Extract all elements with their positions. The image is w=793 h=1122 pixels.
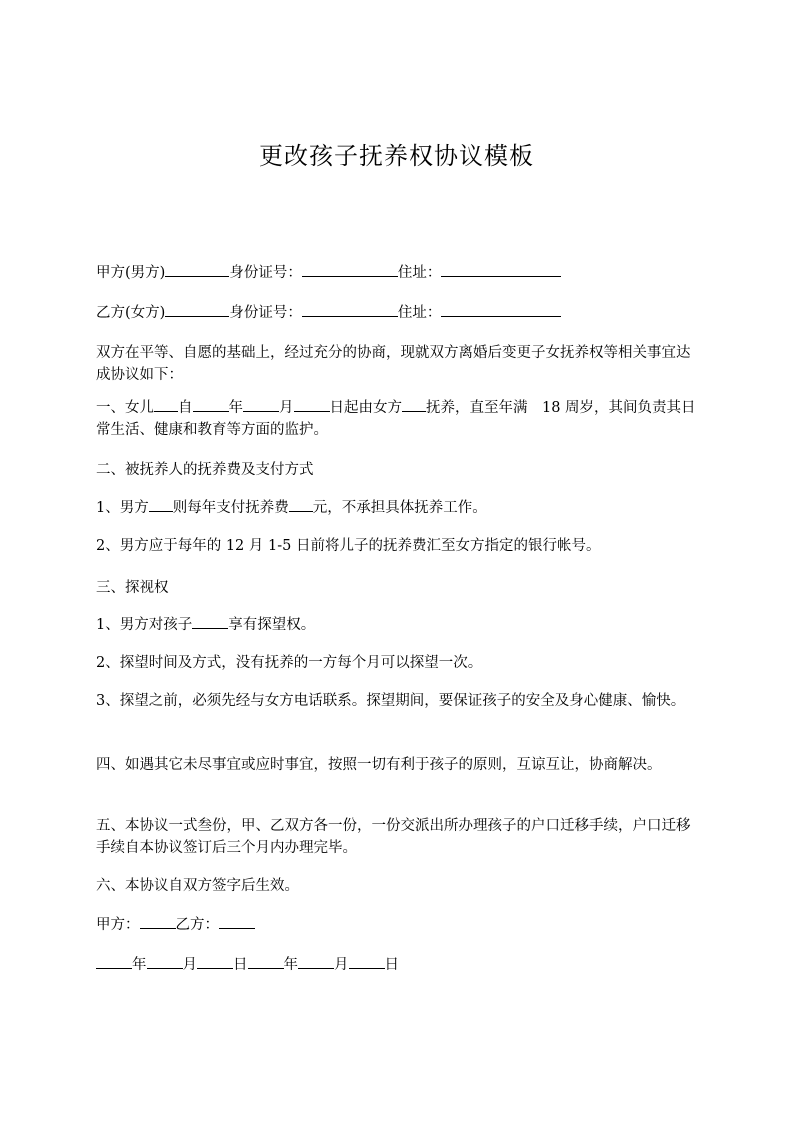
clause-6: 六、本协议自双方签字后生效。	[96, 878, 299, 894]
date-a-year-label: 年	[132, 957, 147, 973]
clause-1-text-6: 抚养，直至年满 18 周岁，其间负责其日常生活、健康和教育等方面的监护。	[96, 400, 696, 438]
start-day-blank[interactable]	[294, 397, 330, 412]
daughter-name-blank[interactable]	[154, 397, 178, 412]
date-a-month-label: 月	[182, 957, 197, 973]
date-b-year-label: 年	[283, 957, 298, 973]
clause-2-1-text-3: 元，不承担具体抚养工作。	[312, 500, 487, 516]
date-line	[96, 954, 399, 975]
party-b-label: 乙方(女方)	[96, 305, 166, 321]
document-title: 更改孩子抚养权协议模板	[259, 142, 534, 170]
clause-2-1	[96, 497, 487, 518]
party-a-address-label: 住址：	[397, 265, 442, 281]
clause-2-heading: 二、被抚养人的抚养费及支付方式	[96, 462, 314, 478]
child-name-blank[interactable]	[192, 614, 228, 629]
party-a-id-blank[interactable]	[302, 262, 398, 277]
clause-1-month: 月	[279, 400, 294, 416]
party-a-label: 甲方(男方)	[96, 265, 166, 281]
clause-2-1-text-1: 1、男方	[96, 500, 149, 516]
party-a-address-blank[interactable]	[441, 262, 561, 277]
date-b-day-label: 日	[384, 957, 399, 973]
signature-line	[96, 914, 255, 935]
signature-a-label: 甲方：	[96, 917, 140, 933]
party-b-address-blank[interactable]	[441, 302, 561, 317]
clause-3-2: 2、探望时间及方式，没有抚养的一方每个月可以探望一次。	[96, 655, 483, 671]
party-b-id-label: 身份证号：	[229, 305, 302, 321]
support-amount-blank[interactable]	[289, 497, 313, 512]
clause-3-3: 3、探望之前，必须先经与女方电话联系。探望期间，要保证孩子的安全及身心健康、愉快。	[96, 693, 686, 709]
clause-2-1-text-2: 则每年支付抚养费	[172, 500, 289, 516]
date-b-year-blank[interactable]	[248, 954, 284, 969]
mother-name-blank[interactable]	[402, 397, 426, 412]
date-a-month-blank[interactable]	[147, 954, 183, 969]
party-b-id-blank[interactable]	[302, 302, 398, 317]
intro-paragraph: 双方在平等、自愿的基础上，经过充分的协商，现就双方离婚后变更子女抚养权等相关事宜达成协议如下：	[96, 345, 691, 383]
date-a-day-label: 日	[233, 957, 248, 973]
date-a-day-blank[interactable]	[197, 954, 233, 969]
clause-3-1-text-1: 1、男方对孩子	[96, 617, 193, 633]
father-name-blank[interactable]	[149, 497, 173, 512]
clause-1-text-2: 自	[178, 400, 193, 416]
clause-1	[96, 397, 706, 441]
date-b-day-blank[interactable]	[349, 954, 385, 969]
party-b-name-blank[interactable]	[165, 302, 229, 317]
clause-2-2: 2、男方应于每年的 12 月 1-5 日前将儿子的抚养费汇至女方指定的银行帐号。	[96, 538, 601, 554]
date-b-month-label: 月	[334, 957, 349, 973]
signature-b-blank[interactable]	[219, 914, 255, 929]
clause-3-1	[96, 614, 315, 635]
party-b-line	[96, 302, 561, 323]
clause-3-heading: 三、探视权	[96, 580, 169, 596]
clause-1-text-5: 日起由女方	[329, 400, 402, 416]
clause-4: 四、如遇其它未尽事宜或应时事宜，按照一切有利于孩子的原则，互谅互让，协商解决。	[96, 757, 662, 773]
clause-5: 五、本协议一式叁份，甲、乙双方各一份，一份交派出所办理孩子的户口迁移手续，户口迁移手续自本协议签订后三个月内办理完毕。	[96, 818, 691, 856]
start-month-blank[interactable]	[243, 397, 279, 412]
clause-3-1-text-2: 享有探望权。	[228, 617, 316, 633]
signature-a-blank[interactable]	[140, 914, 176, 929]
party-a-name-blank[interactable]	[165, 262, 229, 277]
party-b-address-label: 住址：	[397, 305, 442, 321]
clause-1-year: 年	[228, 400, 243, 416]
start-year-blank[interactable]	[193, 397, 229, 412]
party-a-line	[96, 262, 561, 283]
date-a-year-blank[interactable]	[96, 954, 132, 969]
clause-1-text-1: 一、女儿	[96, 400, 154, 416]
date-b-month-blank[interactable]	[298, 954, 334, 969]
signature-b-label: 乙方：	[175, 917, 219, 933]
party-a-id-label: 身份证号：	[229, 265, 302, 281]
